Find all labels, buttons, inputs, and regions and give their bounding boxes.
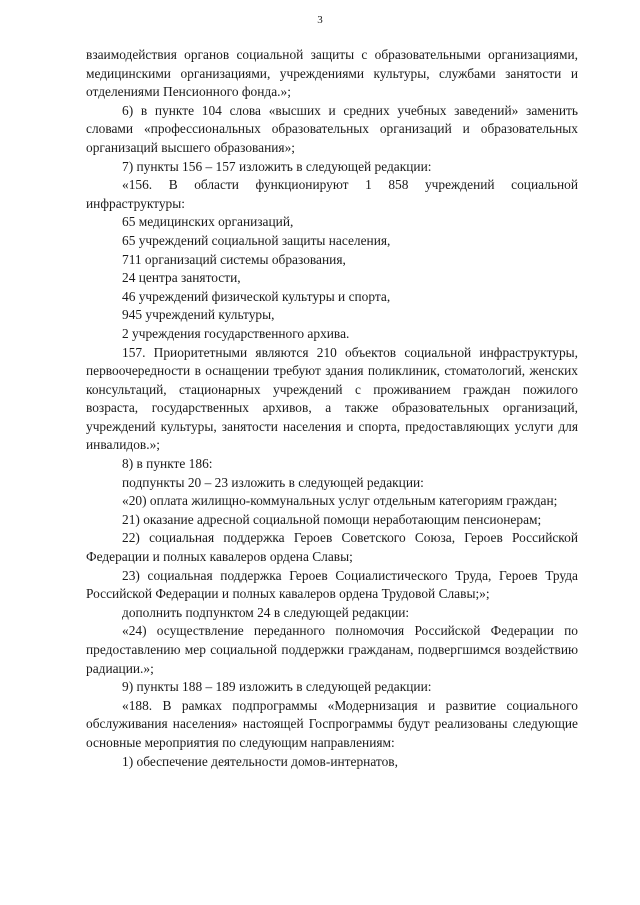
paragraph: 157. Приоритетными являются 210 объектов социальной инфраструктуры, первоочередности в оснащении требуют здания поликлиник, стоматологий, женских консультаций, стационарных учреждений с проживанием граждан пожилого возраста, государственных архивов, а также образовательных организаций, учреждений культуры, занятости населения и спорта, предоставляющих услуги для инвалидов.»; [86,344,578,453]
paragraph: 22) социальная поддержка Героев Советского Союза, Героев Российской Федерации и полных кавалеров ордена Славы; [86,530,578,565]
list-item: 65 медицинских организаций, [122,214,294,230]
list-item: 711 организаций системы образования, [122,251,346,267]
list-item: 46 учреждений физической культуры и спорта, [122,288,391,304]
paragraph: подпункты 20 – 23 изложить в следующей редакции: [122,474,424,490]
paragraph: 1) обеспечение деятельности домов-интернатов, [122,753,398,769]
paragraph: 6) в пункте 104 слова «высших и средних учебных заведений» заменить словами «профессиональных образовательных организаций и образовательных организаций высшего образования»; [86,102,578,155]
paragraph: 9) пункты 188 – 189 изложить в следующей редакции: [122,679,432,695]
page-number: 3 [317,14,323,26]
paragraph: «156. В области функционируют 1 858 учреждений социальной инфраструктуры: [86,177,578,211]
paragraph: взаимодействия органов социальной защиты с образовательными организациями, медицинскими организациями, учреждениями культуры, службами занятости и отделениями Пенсионного фонда.»; [86,47,578,100]
paragraph: «188. В рамках подпрограммы «Модернизация и развитие социального обслуживания населения» настоящей Госпрограммы будут реализованы следующие основные мероприятия по следующим направлениям: [86,697,578,750]
paragraph: 8) в пункте 186: [122,456,213,472]
list-item: 65 учреждений социальной защиты населения, [122,232,391,248]
list-item: 945 учреждений культуры, [122,307,275,323]
document-body [86,46,578,771]
paragraph: дополнить подпунктом 24 в следующей редакции: [122,604,410,620]
paragraph: «24) осуществление переданного полномочия Российской Федерации по предоставлению мер социальной поддержки гражданам, подвергшимся воздействию радиации.»; [86,623,578,676]
paragraph: 21) оказание адресной социальной помощи неработающим пенсионерам; [122,511,542,527]
list-item: 24 центра занятости, [122,270,241,286]
paragraph: 7) пункты 156 – 157 изложить в следующей редакции: [122,158,432,174]
paragraph: «20) оплата жилищно-коммунальных услуг отдельным категориям граждан; [122,493,558,509]
list-item: 2 учреждения государственного архива. [122,325,350,341]
paragraph: 23) социальная поддержка Героев Социалистического Труда, Героев Труда Российской Федерации и полных кавалеров ордена Трудовой Славы;»; [86,567,578,602]
